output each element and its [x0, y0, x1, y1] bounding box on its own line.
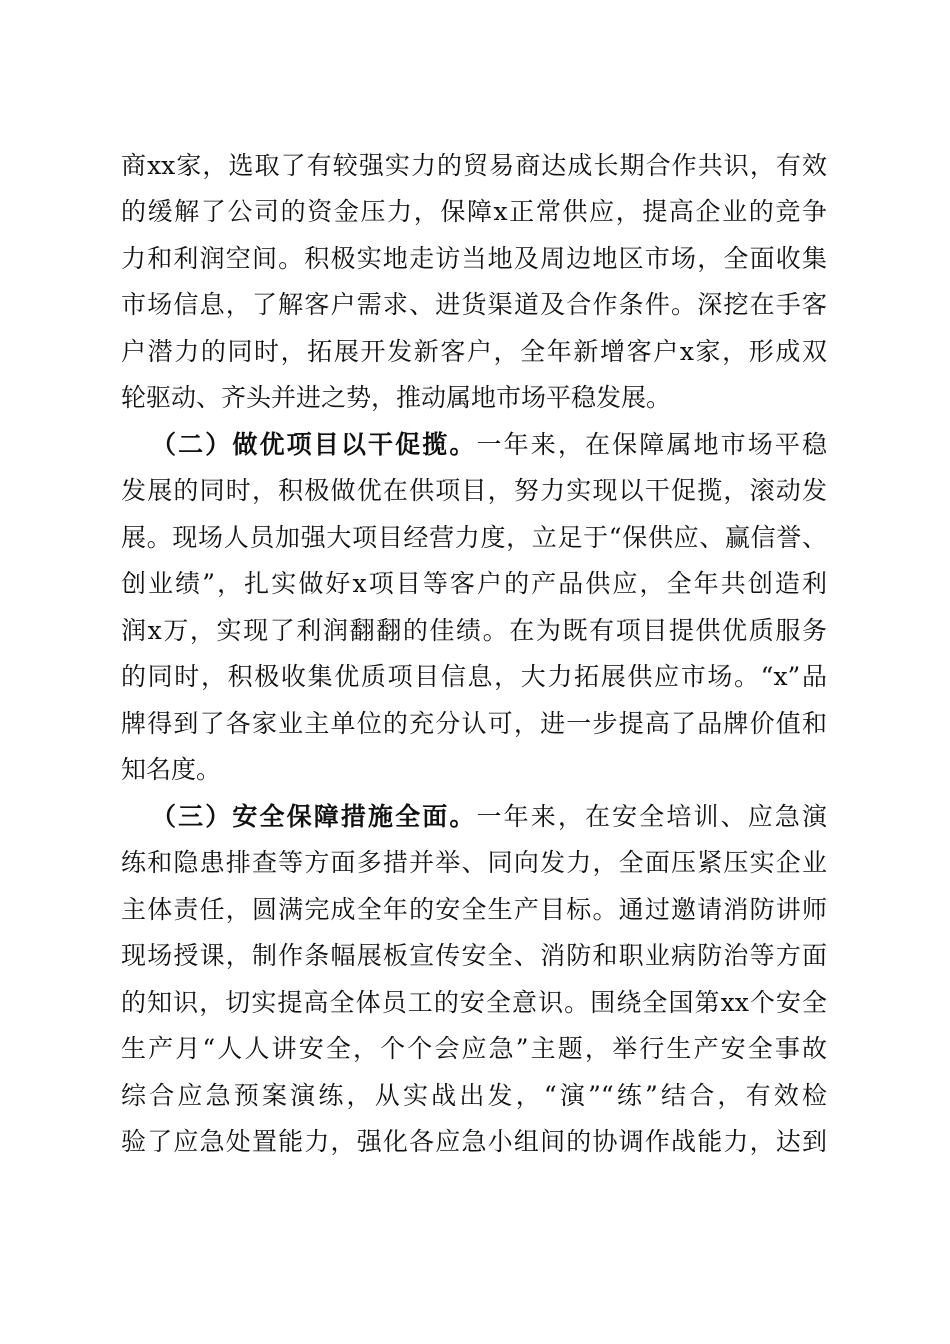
paragraph-2-line-7: 牌得到了各家业主单位的充分认可，进一步提高了品牌价值和 [121, 709, 827, 738]
paragraph-2-line-1 [151, 426, 827, 464]
section-heading-3: （三）安全保障措施全面。 [151, 802, 477, 831]
paragraph-3-first-rest: 一年来，在安全培训、应急演 [476, 802, 827, 831]
paragraph-2-line-6: 的同时，积极收集优质项目信息，大力拓展供应市场。“x”品 [121, 662, 827, 691]
paragraph-3-line-7: 综合应急预案演练，从实战出发，“演”“练”结合，有效检 [121, 1081, 827, 1110]
paragraph-2-first-rest: 一年来，在保障属地市场平稳 [476, 430, 827, 459]
paragraph-3-line-4: 现场授课，制作条幅展板宣传安全、消防和职业病防治等方面 [121, 941, 827, 970]
paragraph-3-line-5: 的知识，切实提高全体员工的安全意识。围绕全国第xx个安全 [121, 988, 827, 1017]
paragraph-3-line-8: 验了应急处置能力，强化各应急小组间的协调作战能力，达到 [121, 1127, 827, 1156]
paragraph-1-line-2: 的缓解了公司的资金压力，保障x正常供应，提高企业的竞争 [121, 197, 827, 226]
paragraph-2-line-5: 润x万，实现了利润翻翻的佳绩。在为既有项目提供优质服务 [121, 616, 827, 645]
paragraph-3-line-1 [151, 798, 827, 836]
paragraph-1-line-6: 轮驱动、齐头并进之势，推动属地市场平稳发展。 [121, 383, 672, 412]
paragraph-2-line-2: 发展的同时，积极做优在供项目，努力实现以干促揽，滚动发 [121, 476, 827, 505]
paragraph-2-line-3: 展。现场人员加强大项目经营力度，立足于“保供应、赢信誉、 [121, 523, 827, 552]
paragraph-2-line-4: 创业绩”，扎实做好x项目等客户的产品供应，全年共创造利 [121, 569, 827, 598]
section-heading-2: （二）做优项目以干促揽。 [151, 430, 477, 459]
paragraph-1-line-4: 市场信息，了解客户需求、进货渠道及合作条件。深挖在手客 [121, 290, 827, 319]
paragraph-3-line-6: 生产月“人人讲安全，个个会应急”主题，举行生产安全事故 [121, 1034, 827, 1063]
paragraph-3-line-3: 主体责任，圆满完成全年的安全生产目标。通过邀请消防讲师 [121, 895, 827, 924]
paragraph-2-line-8: 知名度。 [121, 755, 222, 784]
paragraph-1-line-1: 商xx家，选取了有较强实力的贸易商达成长期合作共识，有效 [121, 151, 827, 180]
paragraph-1-line-3: 力和利润空间。积极实地走访当地及周边地区市场，全面收集 [121, 244, 827, 273]
paragraph-3-line-2: 练和隐患排查等方面多措并举、同向发力，全面压紧压实企业 [121, 848, 827, 877]
paragraph-1-line-5: 户潜力的同时，拓展开发新客户，全年新增客户x家，形成双 [121, 337, 827, 366]
